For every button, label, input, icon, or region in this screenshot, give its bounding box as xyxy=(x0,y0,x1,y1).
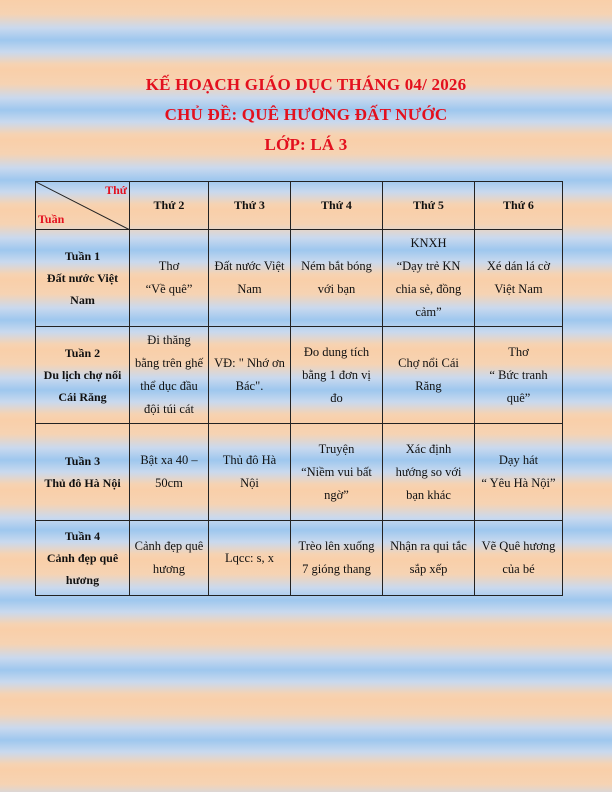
table-cell: VĐ: " Nhớ ơn Bác". xyxy=(209,327,291,424)
day-header-thu-2: Thứ 2 xyxy=(130,182,209,230)
document-header xyxy=(0,70,612,160)
table-cell: Thủ đô Hà Nội xyxy=(209,424,291,521)
table-row xyxy=(36,521,563,596)
education-plan-table xyxy=(35,181,563,596)
corner-header-cell xyxy=(36,182,130,230)
table-cell: Truyện “Niềm vui bất ngờ” xyxy=(291,424,383,521)
week-2-label: Tuần 2 Du lịch chợ nổi Cái Răng xyxy=(36,327,130,424)
table-cell: Bật xa 40 – 50cm xyxy=(130,424,209,521)
week-4-label: Tuần 4 Cảnh đẹp quê hương xyxy=(36,521,130,596)
table-cell: Vẽ Quê hương của bé xyxy=(475,521,563,596)
corner-day-label: Thứ xyxy=(105,183,127,197)
table-cell: Trèo lên xuống 7 gióng thang xyxy=(291,521,383,596)
table-cell: Cảnh đẹp quê hương xyxy=(130,521,209,596)
day-header-thu-5: Thứ 5 xyxy=(383,182,475,230)
corner-week-label: Tuần xyxy=(38,212,65,226)
table-row xyxy=(36,327,563,424)
table-cell: Thơ “ Bức tranh quê” xyxy=(475,327,563,424)
table-cell: Dạy hát “ Yêu Hà Nội” xyxy=(475,424,563,521)
table-cell: Lqcc: s, x xyxy=(209,521,291,596)
table-cell: Xác định hướng so với bạn khác xyxy=(383,424,475,521)
table-cell: Thơ “Về quê” xyxy=(130,230,209,327)
table-cell: Đất nước Việt Nam xyxy=(209,230,291,327)
table-cell: Xé dán lá cờ Việt Nam xyxy=(475,230,563,327)
table-cell: Nhận ra qui tắc sắp xếp xyxy=(383,521,475,596)
class-title: LỚP: LÁ 3 xyxy=(264,135,348,154)
table-header-row xyxy=(36,182,563,230)
day-header-thu-6: Thứ 6 xyxy=(475,182,563,230)
plan-title: KẾ HOẠCH GIÁO DỤC THÁNG 04/ 2026 xyxy=(145,75,467,94)
table-cell: Đo dung tích bằng 1 đơn vị đo xyxy=(291,327,383,424)
table-cell: Ném bắt bóng với bạn xyxy=(291,230,383,327)
table-cell: Chợ nổi Cái Răng xyxy=(383,327,475,424)
table-row xyxy=(36,230,563,327)
week-1-label: Tuần 1 Đất nước Việt Nam xyxy=(36,230,130,327)
day-header-thu-4: Thứ 4 xyxy=(291,182,383,230)
table-cell: Đi thăng bằng trên ghế thể dục đầu đội túi cát xyxy=(130,327,209,424)
week-3-label: Tuần 3 Thủ đô Hà Nội xyxy=(36,424,130,521)
table-row xyxy=(36,424,563,521)
theme-title: CHỦ ĐỀ: QUÊ HƯƠNG ĐẤT NƯỚC xyxy=(164,105,448,124)
table-cell: KNXH “Dạy trẻ KN chia sẻ, đồng cảm” xyxy=(383,230,475,327)
day-header-thu-3: Thứ 3 xyxy=(209,182,291,230)
